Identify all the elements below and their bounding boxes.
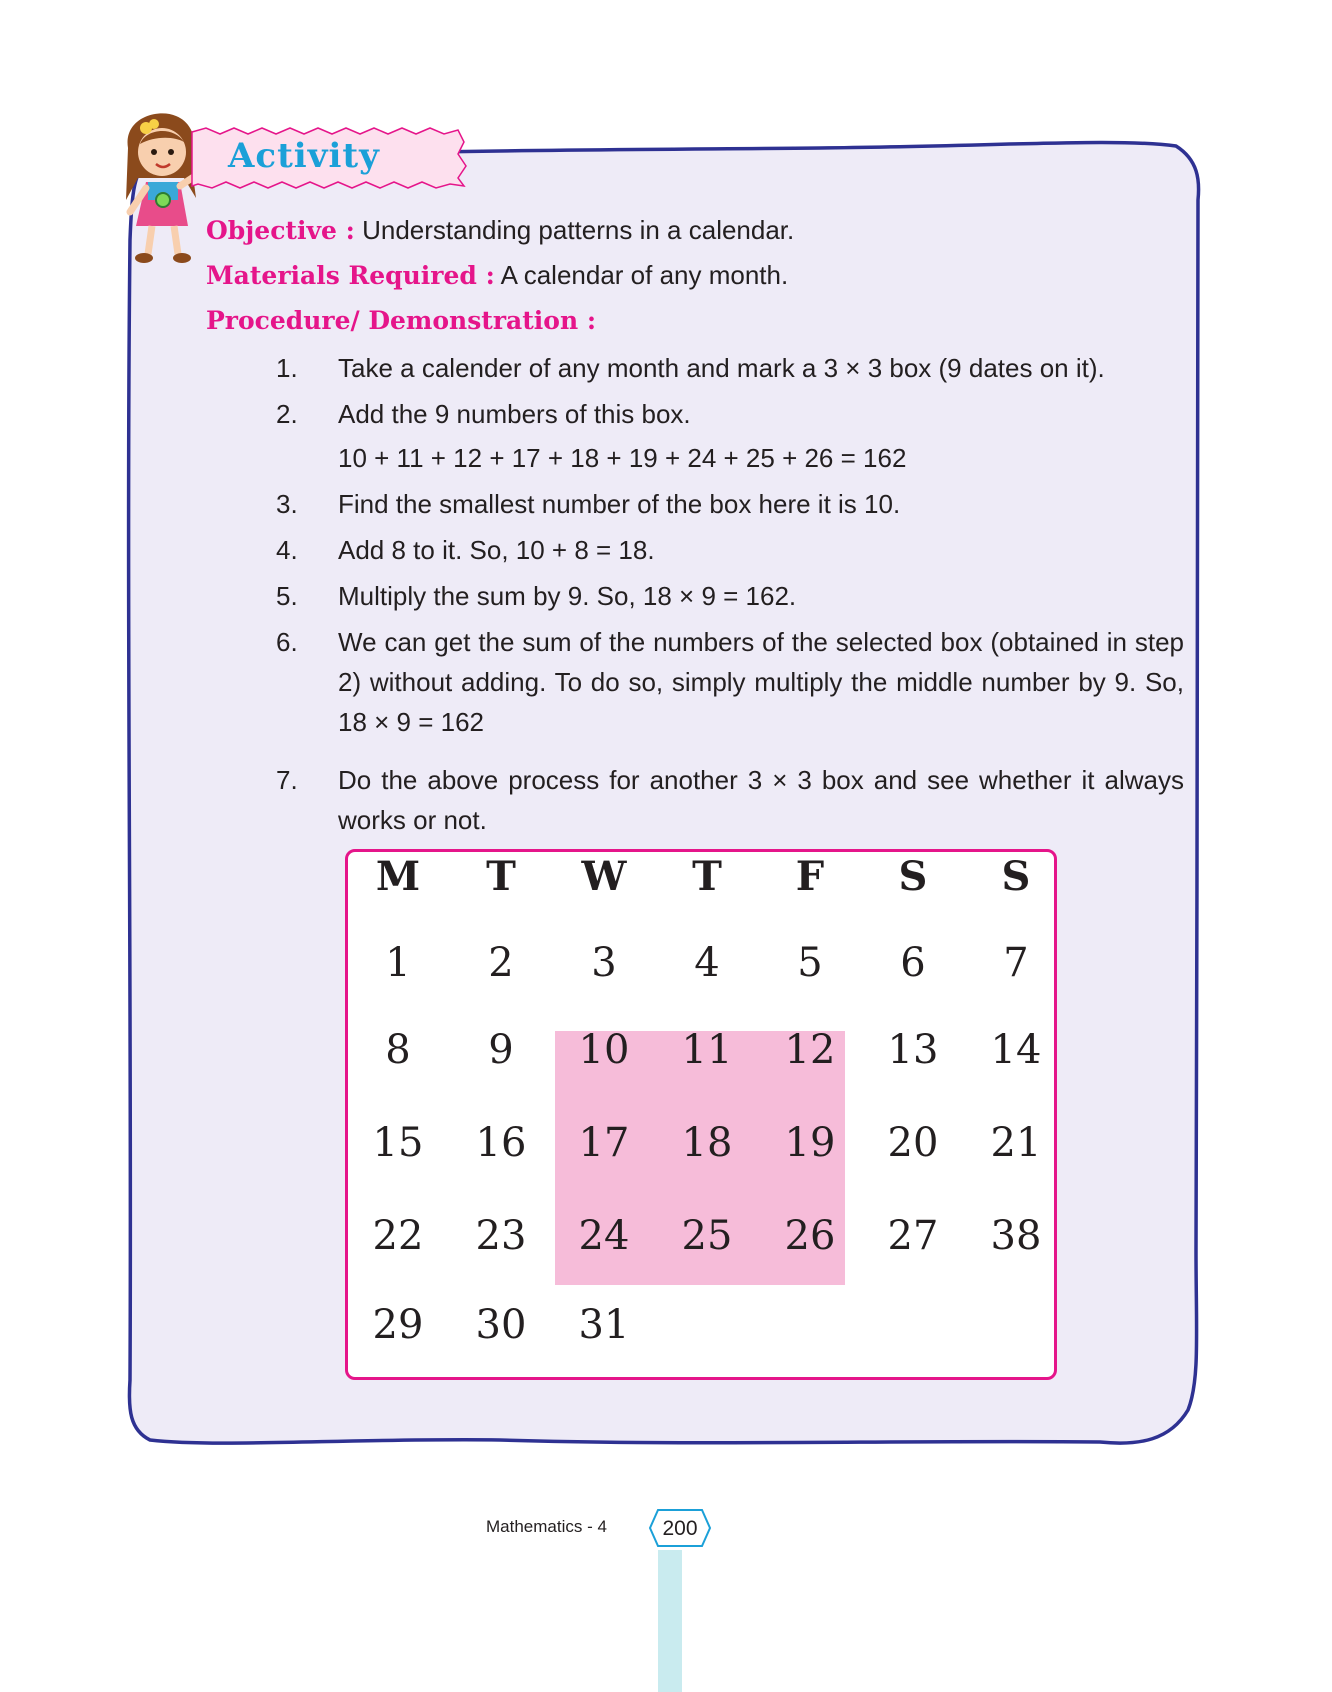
step-text: Find the smallest number of the box here it is 10. [338,489,901,519]
calendar-date-cell: 7 [1003,940,1029,986]
calendar-date-cell: 2 [488,940,514,986]
step-number: 5. [276,581,298,611]
step-number: 3. [276,489,298,519]
step-text: Multiply the sum by 9. So, 18 × 9 = 162. [338,581,797,611]
calendar-date-cell: 12 [784,1027,836,1073]
procedure-heading [206,304,596,337]
calendar-date-cell: 10 [578,1027,630,1073]
calendar-date-cell: 18 [681,1120,733,1166]
calendar-date-cell: 6 [900,940,926,986]
calendar-date-cell: 22 [372,1213,424,1259]
calendar-date-cell: 9 [488,1027,514,1073]
calendar-date-cell: 26 [784,1213,836,1259]
step-number: 7. [276,765,298,795]
calendar-date-cell: 25 [681,1213,733,1259]
materials-label: Materials Required : [206,261,495,290]
calendar-day-header: S [898,853,928,900]
calendar-date-cell: 31 [578,1302,630,1348]
footer-subject: Mathematics - 4 [486,1517,607,1536]
calendar-day-header: S [1001,853,1031,900]
calendar-date-cell: 5 [797,940,823,986]
calendar-date-cell: 1 [385,940,411,986]
calendar-date-cell: 15 [372,1120,424,1166]
calendar-day-header: M [375,853,421,900]
calendar-date-cell: 4 [694,940,720,986]
step-text: Add 8 to it. So, 10 + 8 = 18. [338,535,655,565]
calendar-date-cell: 3 [591,940,617,986]
calendar-date-cell: 21 [990,1120,1042,1166]
calendar-date-cell: 16 [475,1120,527,1166]
materials-line [206,259,788,292]
step-text: We can get the sum of the numbers of the selected box (obtained in step 2) without adding. To do so, simply multiply the middle number by 9. So, 18 × 9 = 162 [338,627,1184,737]
calendar-date-cell: 30 [475,1302,527,1348]
calendar-date-cell: 20 [887,1120,939,1166]
calendar-day-header: T [486,853,516,900]
objective-text: Understanding patterns in a calendar. [362,215,795,245]
page-tab-strip [658,1550,682,1692]
activity-title: Activity [228,136,380,176]
page-number: 200 [662,1517,698,1540]
step-text: Take a calender of any month and mark a 3 × 3 box (9 dates on it). [338,353,1105,383]
calendar-day-header: T [692,853,722,900]
calendar-date-cell: 23 [475,1213,527,1259]
objective-line [206,214,794,247]
materials-text: A calendar of any month. [500,260,789,290]
calendar-date-cell: 19 [784,1120,836,1166]
step-number: 2. [276,399,298,429]
calendar-date-cell: 27 [887,1213,939,1259]
calendar-date-cell: 38 [990,1213,1042,1259]
calendar-date-cell: 13 [887,1027,939,1073]
step-number: 1. [276,353,298,383]
step-number: 6. [276,627,298,657]
calendar-date-cell: 24 [578,1213,630,1259]
calendar-date-cell: 29 [372,1302,424,1348]
procedure-label: Procedure/ Demonstration : [206,306,597,335]
step-text: Add the 9 numbers of this box. [338,399,691,429]
step-text: Do the above process for another 3 × 3 box and see whether it always works or not. [338,765,1184,835]
calendar-day-header: F [795,853,825,900]
calendar-date-cell: 14 [990,1027,1042,1073]
objective-label: Objective : [206,216,355,245]
calendar-date-cell: 8 [385,1027,411,1073]
calendar-day-header: W [581,853,627,900]
step-equation: 10 + 11 + 12 + 17 + 18 + 19 + 24 + 25 + 26 = 162 [338,443,907,473]
calendar-date-cell: 17 [578,1120,630,1166]
step-number: 4. [276,535,298,565]
calendar-date-cell: 11 [681,1027,733,1073]
